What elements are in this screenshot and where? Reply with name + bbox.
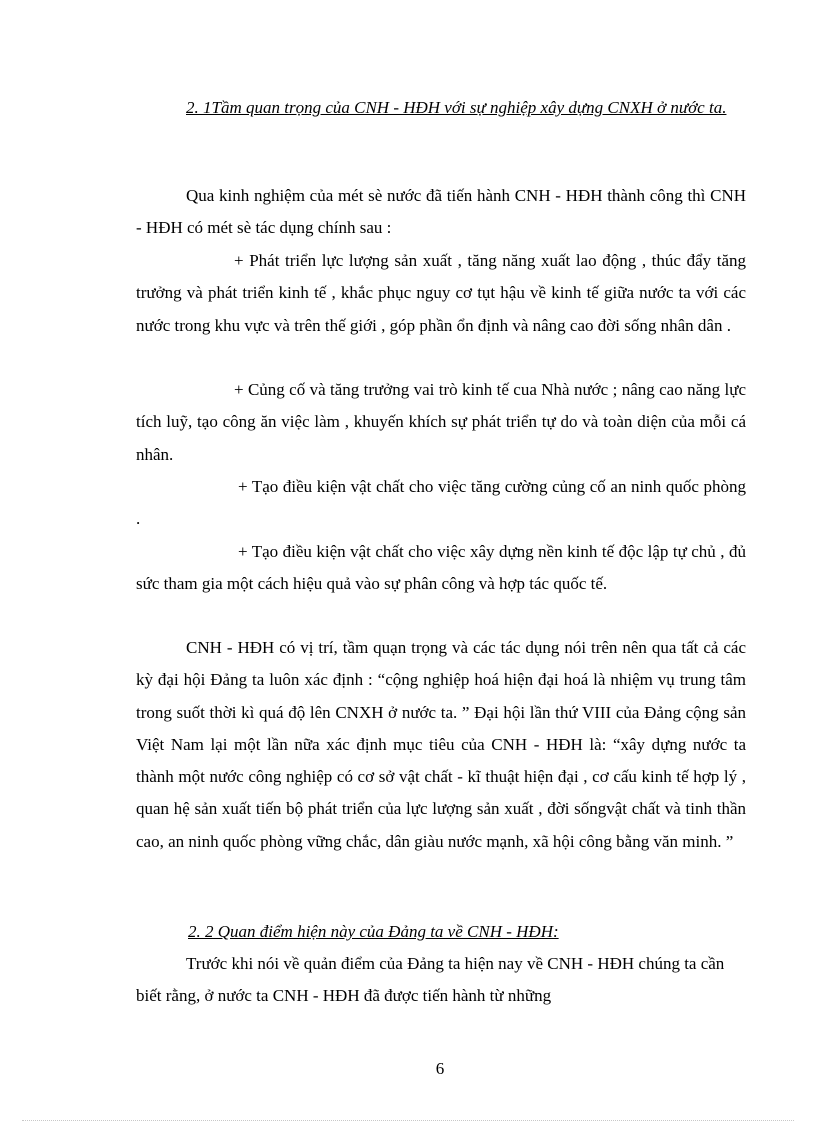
page-bottom-divider [22, 1120, 794, 1121]
bullet-item-2: + Củng cố và tăng trưởng vai trò kinh tế cua Nhà nước ; nâng cao năng lực tích luỹ, tạo công ăn việc làm , khuyến khích sự phát triển tự do và toàn diện của mỗi cá nhân. [136, 380, 746, 464]
bullet-item-3: + Tạo điều kiện vật chất cho việc tăng cường củng cố an ninh quốc phòng . [136, 477, 746, 529]
bullet-item-1: + Phát triển lực lượng sản xuất , tăng năng xuất lao động , thúc đẩy tăng trưởng và phát triển kinh tế , khắc phục nguy cơ tụt hậu về kinh tế giữa nước ta với các nước trong khu vực và trên thế giới , góp phần ổn định và nâng cao đời sống nhân dân . [136, 251, 746, 335]
closing-paragraph: Trước khi nói về quản điểm của Đảng ta hiện nay về CNH - HĐH chúng ta cần biết rằng, ở nước ta CNH - HĐH đã được tiến hành từ những [136, 954, 725, 1006]
section-heading-2-1: 2. 1Tầm quan trọng của CNH - HĐH với sự nghiệp xây dựng CNXH ở nước ta. [186, 98, 727, 117]
page-number: 6 [435, 1059, 445, 1078]
intro-paragraph: Qua kinh nghiệm của mét sè nước đã tiến hành CNH - HĐH thành công thì CNH - HĐH có mét sè tác dụng chính sau : [136, 186, 746, 238]
section-heading-2-2: 2. 2 Quan điểm hiện này của Đảng ta về CNH - HĐH: [188, 922, 559, 941]
bullet-item-4: + Tạo điều kiện vật chất cho việc xây dựng nền kinh tế độc lập tự chủ , đủ sức tham gia một cách hiệu quả vào sự phân công và hợp tác quốc tế. [136, 542, 746, 594]
cnh-hdh-paragraph: CNH - HĐH có vị trí, tầm quạn trọng và các tác dụng nói trên nên qua tất cả các kỳ đại hội Đảng ta luôn xác định : “cộng nghiệp hoá hiện đại hoá là nhiệm vụ trung tâm trong suốt thời kì quá độ lên CNXH ở nước ta. ” Đại hội lần thứ VIII của Đảng cộng sản Việt Nam lại một lần nữa xác định mục tiêu của CNH - HĐH là: “xây dựng nước ta thành một nước công nghiệp có cơ sở vật chất - kĩ thuật hiện đại , cơ cấu kinh tế hợp lý , quan hệ sản xuất tiến bộ phát triển của lực lượng sản xuất , đời sốngvật chất và tinh thần cao, an ninh quốc phòng vững chắc, dân giàu nước mạnh, xã hội công bằng văn minh. ” [136, 638, 746, 851]
